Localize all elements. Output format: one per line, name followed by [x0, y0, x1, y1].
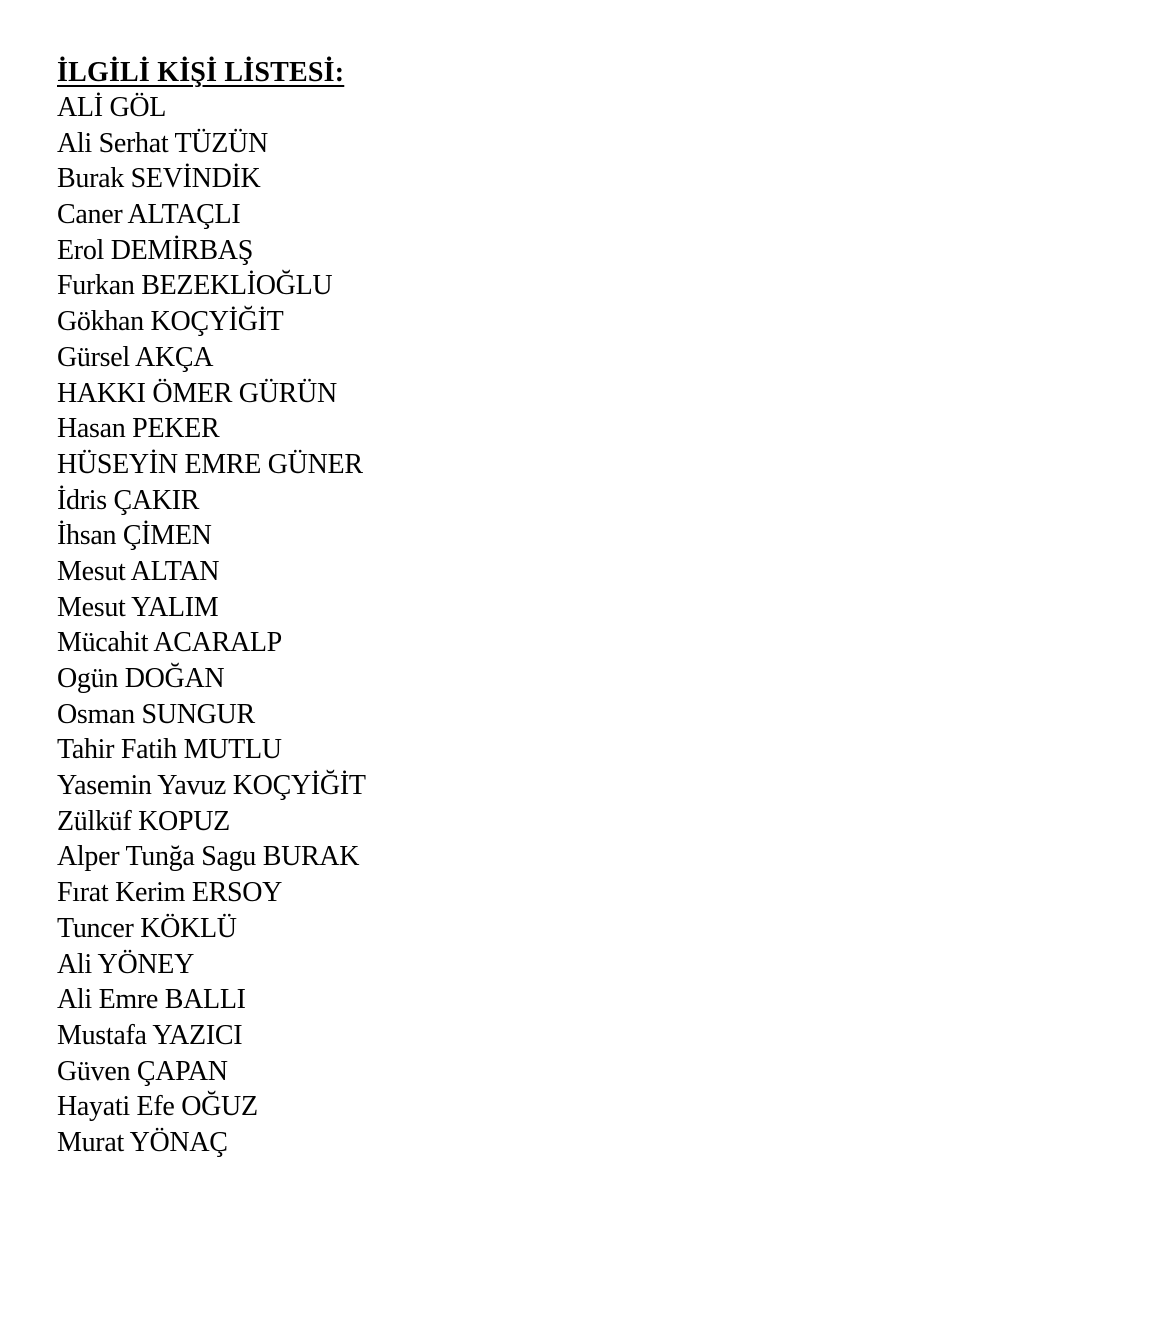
list-item: Ali Emre BALLI	[57, 984, 246, 1016]
person-list	[57, 90, 757, 1161]
list-item: Osman SUNGUR	[57, 698, 255, 730]
list-item: İhsan ÇİMEN	[57, 520, 212, 552]
list-item: Fırat Kerim ERSOY	[57, 877, 283, 909]
list-item: Mücahit ACARALP	[57, 627, 282, 659]
list-item: HÜSEYİN EMRE GÜNER	[57, 448, 363, 480]
list-item: Alper Tunğa Sagu BURAK	[57, 841, 360, 873]
list-heading: İLGİLİ KİŞİ LİSTESİ:	[57, 57, 345, 88]
list-item: Gürsel AKÇA	[57, 341, 214, 373]
list-item: Mesut YALIM	[57, 591, 219, 623]
list-item: İdris ÇAKIR	[57, 484, 200, 516]
document-content	[57, 56, 757, 1161]
list-item: Burak SEVİNDİK	[57, 163, 261, 195]
list-item: Mustafa YAZICI	[57, 1019, 243, 1051]
list-item: Ogün DOĞAN	[57, 663, 225, 694]
list-item: Erol DEMİRBAŞ	[57, 234, 253, 266]
list-item: Ali YÖNEY	[57, 948, 195, 980]
list-item: Hayati Efe OĞUZ	[57, 1091, 258, 1123]
list-item: Zülküf KOPUZ	[57, 805, 230, 837]
list-item: Furkan BEZEKLİOĞLU	[57, 270, 333, 302]
list-item: Güven ÇAPAN	[57, 1055, 228, 1087]
list-item: Caner ALTAÇLI	[57, 199, 241, 231]
list-item: Tuncer KÖKLÜ	[57, 912, 237, 944]
list-item: HAKKI ÖMER GÜRÜN	[57, 377, 337, 409]
list-item: Ali Serhat TÜZÜN	[57, 127, 268, 159]
list-item: Mesut ALTAN	[57, 555, 220, 587]
list-item: Tahir Fatih MUTLU	[57, 734, 282, 766]
list-item: Yasemin Yavuz KOÇYİĞİT	[57, 770, 366, 802]
list-item: Hasan PEKER	[57, 413, 220, 445]
list-item: Gökhan KOÇYİĞİT	[57, 306, 284, 338]
list-item: ALİ GÖL	[57, 92, 167, 123]
list-item: Murat YÖNAÇ	[57, 1126, 228, 1158]
